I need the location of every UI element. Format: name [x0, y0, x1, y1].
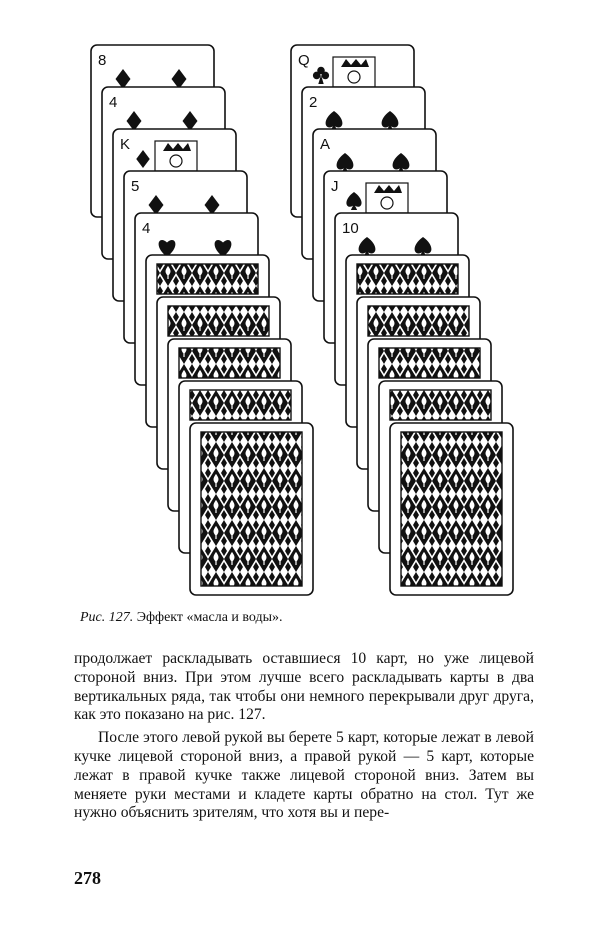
card-rank: K	[120, 136, 131, 153]
body-text	[74, 650, 534, 823]
card-rank: 10	[342, 220, 359, 237]
paragraph-1: продолжает раскладывать оставшиеся 10 карт, но уже лицевой стороной вниз. При этом лучше всего раскладывать карты в два вертикальных ряда, так чтобы они немного перекрывали друг друга, как это показано на рис. 127.	[74, 650, 534, 724]
card-rank: 8	[98, 52, 107, 69]
court-figure-icon	[333, 57, 375, 87]
paragraph-2: После этого левой рукой вы берете 5 карт, которые лежат в левой кучке лицевой стороной вниз, а правой рукой — 5 карт, которые лежат в правой кучке также лицевой стороной вниз. Затем вы меняете руки местами и кладете карты обратно на стол. Тут же нужно объяснить зрителям, что хотя вы и пере-	[74, 729, 534, 822]
court-figure-icon	[155, 141, 197, 171]
right-card-column	[291, 45, 513, 595]
card-rank: A	[320, 136, 331, 153]
card-rank: 5	[131, 178, 140, 195]
card-rank: 2	[309, 94, 318, 111]
card-rank: J	[331, 178, 339, 195]
page-number: 278	[74, 868, 101, 888]
card-rank: 4	[109, 94, 118, 111]
card-rank: 4	[142, 220, 151, 237]
card-rank: Q	[298, 52, 310, 69]
figure-caption	[80, 610, 560, 626]
face-down-card	[390, 423, 513, 595]
court-figure-icon	[366, 183, 408, 213]
caption-text: Эффект «масла и воды».	[136, 610, 283, 625]
left-card-column	[91, 45, 313, 595]
caption-label: Рис. 127.	[80, 610, 134, 625]
face-down-card	[190, 423, 313, 595]
